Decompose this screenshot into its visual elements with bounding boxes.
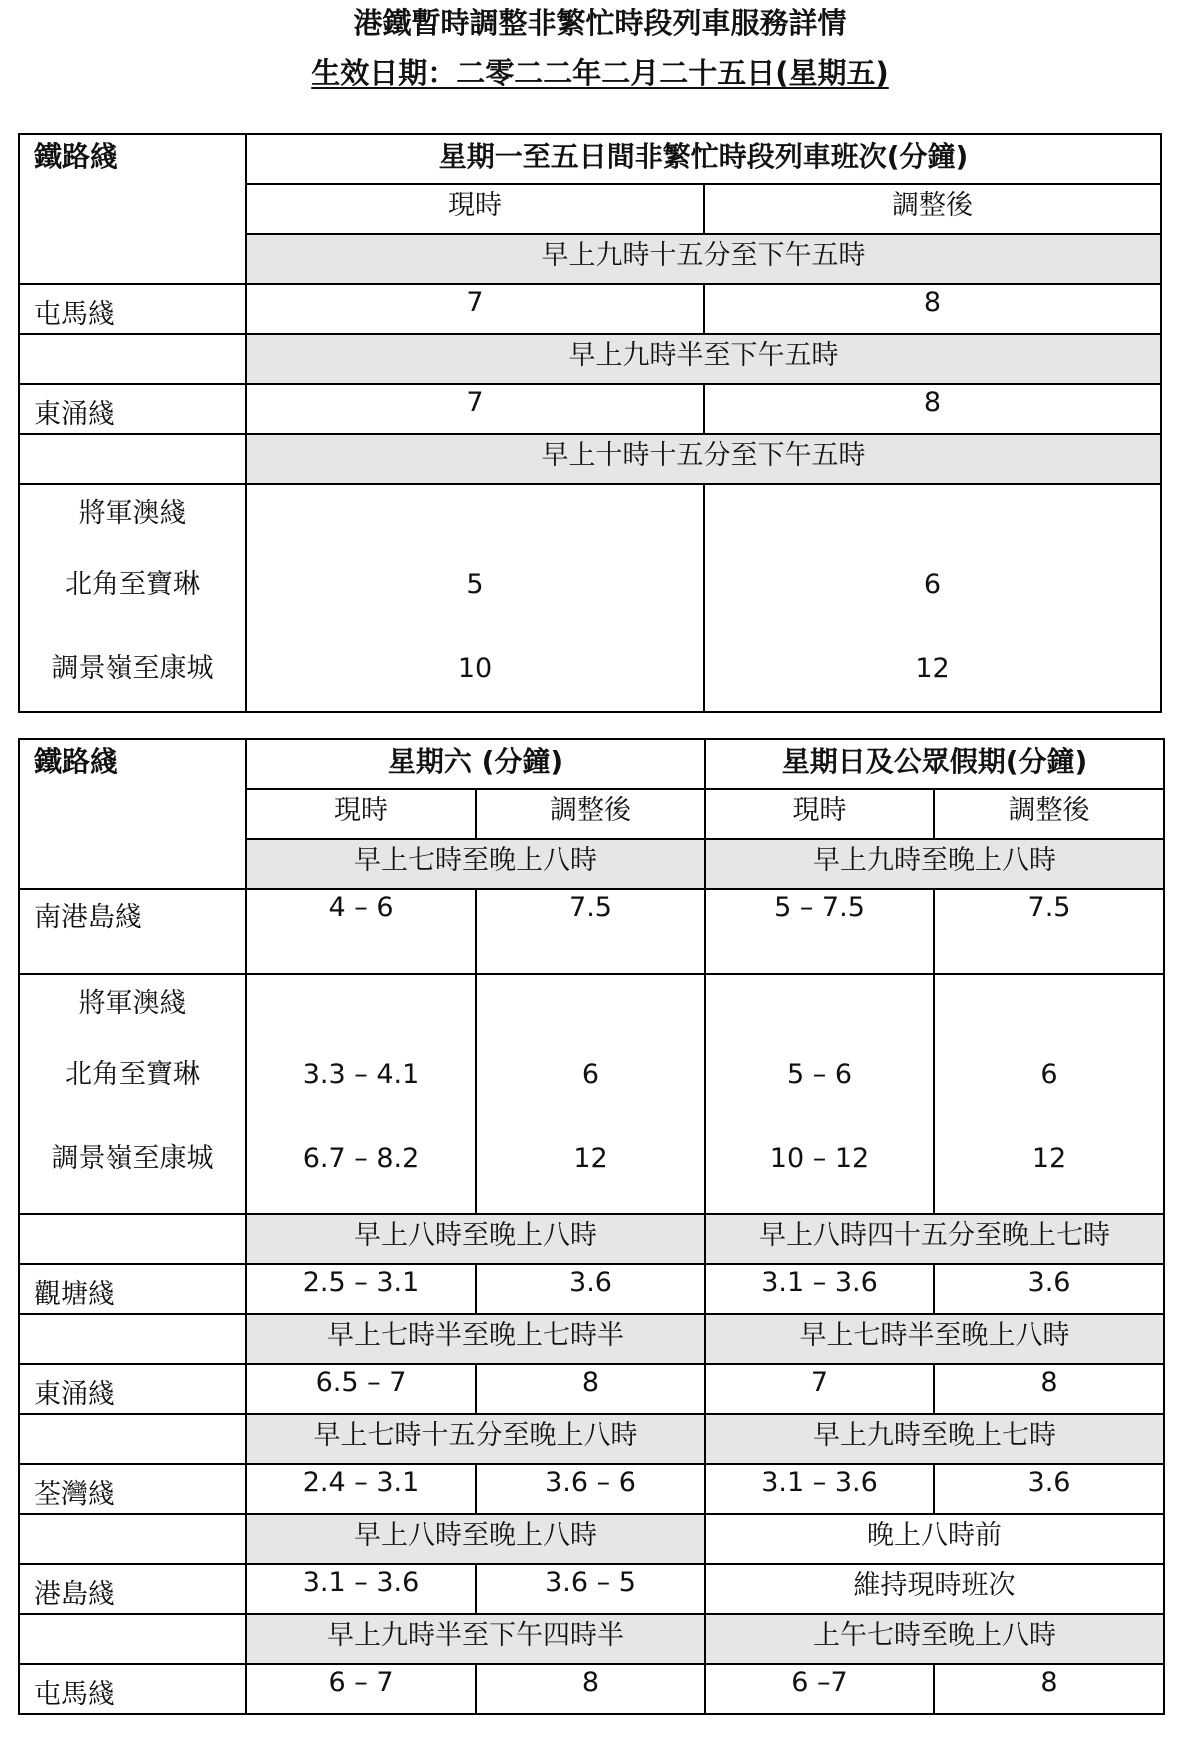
- sat-current-frequency: 3.1 – 3.6: [246, 1564, 476, 1614]
- sat-adjusted-frequency: 6: [581, 1059, 600, 1090]
- weekday-header: 星期一至五日間非繁忙時段列車班次(分鐘): [246, 134, 1161, 184]
- table-row: [19, 1464, 1164, 1514]
- blank-cell: [19, 1214, 246, 1264]
- sun-period-band: 早上八時四十五分至晚上七時: [705, 1214, 1164, 1264]
- sat-period-band: 早上七時半至晚上七時半: [246, 1314, 705, 1364]
- line-name: 港島綫: [19, 1564, 246, 1614]
- branch-name: 調景嶺至康城: [51, 1143, 214, 1174]
- sat-period-band: 早上九時半至下午四時半: [246, 1614, 705, 1664]
- current-frequency: 7: [246, 284, 704, 334]
- sun-period-band: 早上九時至晚上七時: [705, 1414, 1164, 1464]
- tko-line-cell: [19, 974, 246, 1214]
- sun-period-band: 早上九時至晚上八時: [705, 839, 1164, 889]
- table-row: [19, 1564, 1164, 1614]
- current-frequency: 10: [457, 653, 493, 684]
- table-row: [19, 1364, 1164, 1414]
- sun-current-header: 現時: [705, 789, 934, 839]
- sat-adjusted-frequency: 3.6 – 6: [476, 1464, 705, 1514]
- sat-adjusted-header: 調整後: [476, 789, 705, 839]
- page-title: 港鐵暫時調整非繁忙時段列車服務詳情: [353, 6, 847, 40]
- tko-sun-adjusted-cell: [934, 974, 1164, 1214]
- current-column-header: 現時: [246, 184, 704, 234]
- sat-current-frequency: 6.5 – 7: [246, 1364, 476, 1414]
- sat-current-frequency: 2.5 – 3.1: [246, 1264, 476, 1314]
- tko-sat-adjusted-cell: [476, 974, 705, 1214]
- sat-adjusted-frequency: 7.5: [476, 889, 705, 974]
- current-frequency: 5: [466, 569, 484, 600]
- tko-sat-current-cell: [246, 974, 476, 1214]
- sat-period-band: 早上八時至晚上八時: [246, 1214, 705, 1264]
- blank-cell: [19, 334, 246, 384]
- branch-name: 北角至寶琳: [65, 569, 200, 600]
- sat-adjusted-frequency: 8: [476, 1364, 705, 1414]
- weekend-schedule-table: [18, 738, 1165, 1715]
- sun-adjusted-frequency: 8: [934, 1364, 1164, 1414]
- sat-period-band: 早上八時至晚上八時: [246, 1514, 705, 1564]
- line-name: 南港島綫: [19, 889, 246, 974]
- sun-adjusted-frequency: 3.6: [934, 1464, 1164, 1514]
- sun-adjusted-frequency: 12: [1031, 1143, 1067, 1174]
- table-row: [19, 974, 1164, 1214]
- sun-period-band: 晚上八時前: [705, 1514, 1164, 1564]
- line-name: 東涌綫: [19, 384, 246, 434]
- period-band: 早上九時半至下午五時: [246, 334, 1161, 384]
- line-name: 屯馬綫: [19, 1664, 246, 1714]
- line-name: 觀塘綫: [19, 1264, 246, 1314]
- weekday-schedule-table: [18, 133, 1162, 713]
- table-row: [19, 889, 1164, 974]
- adjusted-frequency: 8: [704, 284, 1161, 334]
- current-frequency: 7: [246, 384, 704, 434]
- sunday-holiday-header: 星期日及公眾假期(分鐘): [705, 739, 1164, 789]
- sun-note: 維持現時班次: [705, 1564, 1164, 1614]
- sun-period-band: 上午七時至晚上八時: [705, 1614, 1164, 1664]
- tko-sun-current-cell: [705, 974, 934, 1214]
- blank-cell: [19, 1414, 246, 1464]
- sat-adjusted-frequency: 3.6: [476, 1264, 705, 1314]
- sat-period-band: 早上七時十五分至晚上八時: [246, 1414, 705, 1464]
- adjusted-frequency: 8: [704, 384, 1161, 434]
- sat-adjusted-frequency: 8: [476, 1664, 705, 1714]
- adjusted-frequency: 6: [923, 569, 942, 600]
- table-row: [19, 484, 1161, 712]
- blank-cell: [19, 1614, 246, 1664]
- sun-current-frequency: 3.1 – 3.6: [705, 1264, 934, 1314]
- line-name: 將軍澳綫: [78, 498, 187, 529]
- sun-adjusted-frequency: 3.6: [934, 1264, 1164, 1314]
- sat-current-header: 現時: [246, 789, 476, 839]
- adjusted-column-header: 調整後: [704, 184, 1161, 234]
- sat-adjusted-frequency: 3.6 – 5: [476, 1564, 705, 1614]
- blank-cell: [19, 434, 246, 484]
- tko-line-cell: [19, 484, 246, 712]
- sat-current-frequency: 3.3 – 4.1: [302, 1059, 420, 1090]
- table-row: [19, 1664, 1164, 1714]
- sun-adjusted-header: 調整後: [934, 789, 1164, 839]
- sat-current-frequency: 6.7 – 8.2: [302, 1143, 420, 1174]
- line-name: 將軍澳綫: [78, 988, 187, 1019]
- sun-adjusted-frequency: 6: [1040, 1059, 1058, 1090]
- sat-current-frequency: 6 – 7: [246, 1664, 476, 1714]
- sun-current-frequency: 3.1 – 3.6: [705, 1464, 934, 1514]
- line-name: 東涌綫: [19, 1364, 246, 1414]
- effective-date: 生效日期：二零二二年二月二十五日(星期五): [311, 56, 889, 90]
- sun-current-frequency: 10 – 12: [769, 1143, 870, 1174]
- branch-name: 調景嶺至康城: [51, 653, 214, 684]
- adjusted-frequency: 12: [915, 653, 950, 684]
- branch-name: 北角至寶琳: [65, 1059, 200, 1090]
- table-row: [19, 284, 1161, 334]
- period-band: 早上十時十五分至下午五時: [246, 434, 1161, 484]
- table-row: [19, 1264, 1164, 1314]
- tko-adjusted-cell: [704, 484, 1161, 712]
- line-column-header: 鐵路綫: [19, 134, 246, 284]
- line-name: 荃灣綫: [19, 1464, 246, 1514]
- sun-current-frequency: 6 –7: [705, 1664, 934, 1714]
- line-name: 屯馬綫: [19, 284, 246, 334]
- saturday-header: 星期六 (分鐘): [246, 739, 705, 789]
- sun-current-frequency: 5 – 7.5: [705, 889, 934, 974]
- sun-adjusted-frequency: 7.5: [934, 889, 1164, 974]
- table-row: [19, 384, 1161, 434]
- sat-period-band: 早上七時至晚上八時: [246, 839, 705, 889]
- period-band: 早上九時十五分至下午五時: [246, 234, 1161, 284]
- line-column-header: 鐵路綫: [19, 739, 246, 889]
- sat-current-frequency: 2.4 – 3.1: [246, 1464, 476, 1514]
- blank-cell: [19, 1314, 246, 1364]
- blank-cell: [19, 1514, 246, 1564]
- tko-current-cell: [246, 484, 704, 712]
- sun-period-band: 早上七時半至晚上八時: [705, 1314, 1164, 1364]
- sat-adjusted-frequency: 12: [573, 1143, 608, 1174]
- sun-current-frequency: 5 – 6: [786, 1059, 853, 1090]
- sat-current-frequency: 4 – 6: [246, 889, 476, 974]
- sun-current-frequency: 7: [705, 1364, 934, 1414]
- sun-adjusted-frequency: 8: [934, 1664, 1164, 1714]
